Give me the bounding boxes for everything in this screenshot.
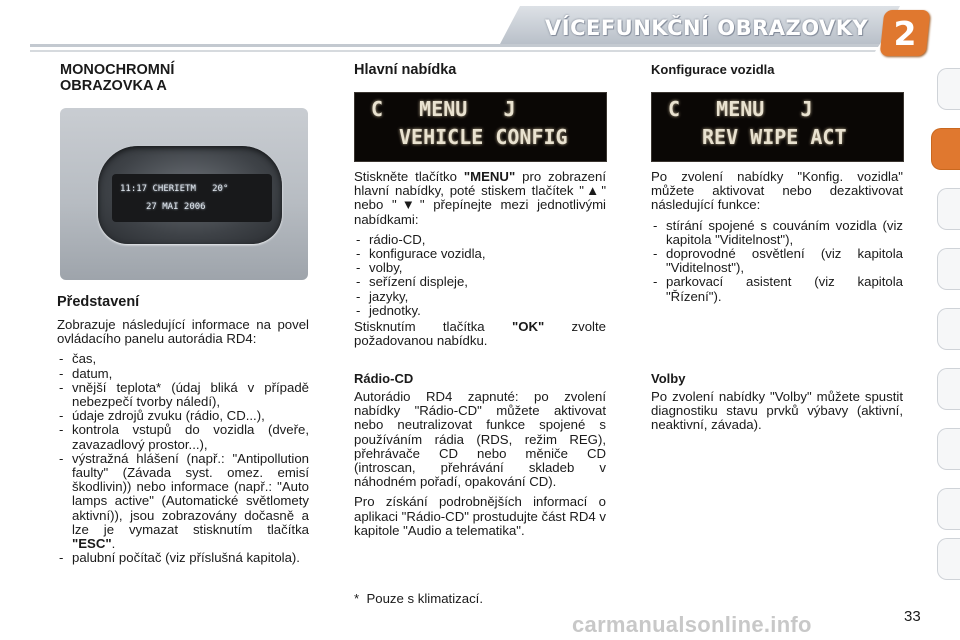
list-item-text: výstražná hlášení (např.: "Antipollution faulty" (Závada syst. omez. emisí škodlivin)) nebo informace (např.: "Auto lamps active" (Automatické světlomety aktivní)), jsou zobrazovány dočasně a lze je vymazat stisknutím tlačítka [72, 450, 309, 537]
menu-list [354, 233, 606, 318]
display-line-time-temp: 11:17 CHERIETM 20° [120, 184, 229, 194]
display-photo [60, 108, 308, 280]
page-number: 33 [904, 608, 921, 625]
list-item: - kontrola vstupů do vozidla (dveře, zavazadlový prostor...), [57, 423, 309, 451]
lcd-line-1: C MENU J [668, 97, 813, 121]
chapter-tab[interactable] [937, 68, 960, 110]
config-intro: Po zvolení nabídky "Konfig. vozidla" můžete aktivovat nebo dezaktivovat následující funkce: [651, 169, 903, 213]
chapter-tab[interactable] [937, 248, 960, 290]
radio-cd-section [354, 371, 606, 544]
list-item: - volby, [354, 261, 606, 275]
punctuation: . [111, 536, 116, 552]
list-item-warnings [57, 452, 309, 551]
options-section [651, 371, 903, 439]
footnote [354, 592, 606, 612]
list-item: - parkovací asistent (viz kapitola "Řízení"). [651, 275, 903, 303]
list-item: - datum, [57, 367, 309, 381]
chapter-tab[interactable] [937, 308, 960, 350]
text-span: Stisknutím tlačítka [354, 319, 485, 335]
config-lcd-display [651, 92, 904, 162]
text-span: zvolte požadovanou nabídku. [354, 319, 606, 349]
radio-cd-paragraph: Autorádio RD4 zapnuté: po zvolení nabídky "Rádio-CD" můžete aktivovat nebo neutralizovat funkce spojené s používáním rádia (RDS, režim REG), přehrávače CD nebo měniče CD (introscan, přehrávání skladeb v náhodném pořadí, opakování CD). [354, 389, 606, 490]
ok-instruction [354, 320, 606, 348]
page-title: VÍCEFUNKČNÍ OBRAZOVKY [545, 16, 869, 40]
list-item: - rádio-CD, [354, 233, 606, 247]
chapter-tab[interactable] [937, 428, 960, 470]
main-menu-heading: Hlavní nabídka [354, 62, 457, 78]
list-item: - čas, [57, 352, 309, 366]
chapter-tab[interactable] [937, 188, 960, 230]
list-item: - stírání spojené s couváním vozidla (viz kapitola "Viditelnost"), [651, 219, 903, 247]
lcd-line-1: C MENU J [371, 97, 516, 121]
chapter-tab-active[interactable] [931, 128, 960, 170]
footnote-text: * Pouze s klimatizací. [354, 591, 483, 606]
list-item: - vnější teplota* (údaj bliká v případě nebezpečí tvorby náledí), [57, 381, 309, 409]
watermark: carmanualsonline.info [572, 612, 812, 637]
vehicle-config-heading: Konfigurace vozidla [651, 62, 775, 77]
config-list [651, 219, 903, 304]
left-column [60, 62, 310, 94]
section-title: Představení [57, 294, 140, 310]
chapter-tab[interactable] [937, 368, 960, 410]
chapter-tab-strip [930, 68, 960, 578]
radio-cd-paragraph-2: Pro získání podrobnějších informací o aplikaci "Rádio-CD" prostudujte část RD4 v kapitole "Audio a telematika". [354, 494, 606, 538]
list-item: - palubní počítač (viz příslušná kapitola). [57, 551, 309, 565]
left-heading-line1: MONOCHROMNÍ [60, 62, 175, 78]
lcd-line-2: VEHICLE CONFIG [399, 125, 568, 149]
menu-key-label: "MENU" [463, 169, 516, 184]
ok-key-label: "OK" [511, 319, 545, 335]
text-span: Stiskněte tlačítko [354, 169, 457, 184]
lcd-line-2: REV WIPE ACT [702, 125, 847, 149]
text-span: pro zobrazení hlavní nabídky, poté stiskem tlačítek "▲" nebo "▼" přepínejte mezi jednotlivými nabídkami: [354, 169, 607, 227]
display-screen [112, 174, 272, 222]
info-list [57, 352, 309, 565]
options-paragraph: Po zvolení nabídky "Volby" můžete spustit diagnostiku stavu prvků výbavy (aktivní, neaktivní, závada). [651, 389, 903, 433]
radio-cd-heading: Rádio-CD [354, 371, 414, 386]
display-line-date: 27 MAI 2006 [146, 202, 206, 212]
chapter-badge [880, 10, 931, 56]
chapter-tab[interactable] [937, 538, 960, 580]
right-column [651, 62, 903, 77]
menu-instruction [354, 170, 606, 227]
list-item: - údaje zdrojů zvuku (rádio, CD...), [57, 409, 309, 423]
vehicle-config-text [651, 170, 903, 306]
intro-section [57, 294, 309, 567]
main-menu-text [354, 170, 606, 354]
esc-key-label: "ESC" [72, 536, 112, 552]
chapter-number: 2 [893, 14, 917, 53]
intro-text: Zobrazuje následující informace na povel ovládacího panelu autorádia RD4: [57, 317, 309, 347]
chapter-tab[interactable] [937, 488, 960, 530]
options-heading: Volby [651, 371, 686, 386]
list-item: - jednotky. [354, 304, 606, 318]
list-item: - konfigurace vozidla, [354, 247, 606, 261]
list-item: - jazyky, [354, 290, 606, 304]
list-item: - doprovodné osvětlení (viz kapitola "Viditelnost"), [651, 247, 903, 275]
page-header [0, 0, 960, 58]
menu-lcd-display [354, 92, 607, 162]
list-item: - seřízení displeje, [354, 275, 606, 289]
left-heading-line2: OBRAZOVKA A [60, 78, 167, 94]
middle-column [354, 62, 606, 78]
